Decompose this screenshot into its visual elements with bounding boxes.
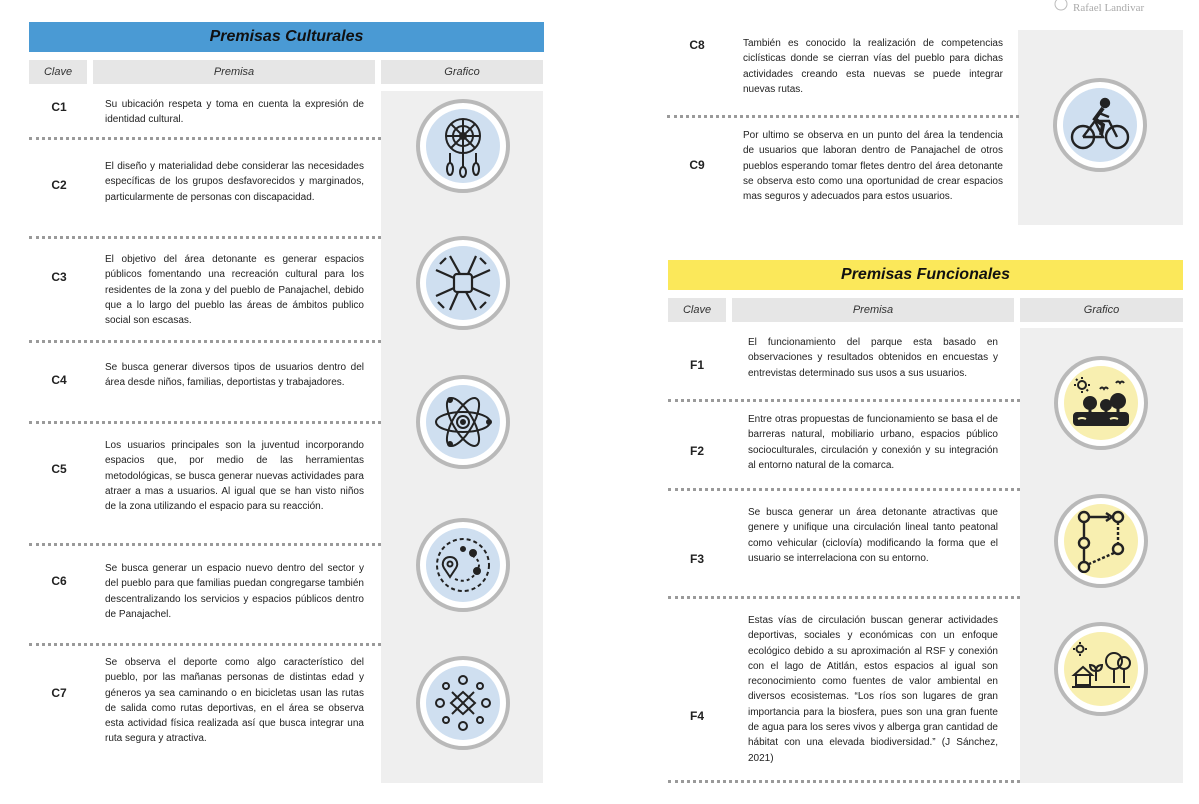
header-premisa: Premisa: [93, 60, 375, 84]
hands-unity-icon: [416, 236, 510, 330]
row-text: Se busca generar un espacio nuevo dentro del sector y del pueblo para que familias puedan congregarse también descentralizando los servicios y espacios públicos dentro de Panajachel.: [105, 563, 364, 620]
row-divider: [668, 780, 1020, 783]
row-key: C5: [51, 462, 67, 476]
header-clave: Clave: [29, 60, 87, 84]
row-key: C3: [51, 270, 67, 284]
row-key: C2: [51, 178, 67, 192]
row-text: Se busca generar diversos tipos de usuarios dentro del área desde niños, familias, deportistas y trabajadores.: [105, 362, 364, 389]
dreamcatcher-icon: [416, 99, 510, 193]
cultural-title-band: [29, 22, 544, 52]
row-text: El funcionamiento del parque esta basado en observaciones y resultados obtenidos en encuestas y entrevistas determinado sus usos a sus usuarios.: [748, 337, 998, 379]
header-premisa: Premisa: [732, 298, 1014, 322]
row-key: C9: [689, 158, 705, 172]
row-divider: [29, 643, 381, 646]
row-text: Entre otras propuestas de funcionamiento se basa el de barreras natural, mobiliario urbano, espacios público socioculturales, circulación y conexión y su integración al entorno natural de la comarca.: [748, 414, 998, 471]
row-key: C8: [689, 38, 705, 52]
row-divider: [667, 115, 1019, 118]
sports-arrows-icon: [416, 656, 510, 750]
header-clave: Clave: [668, 298, 726, 322]
row-text: Su ubicación respeta y toma en cuenta la expresión de identidad cultural.: [105, 99, 364, 126]
university-logo: [1051, 0, 1171, 17]
header-grafico: Grafico: [1020, 298, 1183, 322]
row-divider: [29, 421, 381, 424]
cultural-title: Premisas Culturales: [209, 28, 364, 45]
row-text: El objetivo del área detonante es generar espacios públicos fomentando una recreación cultural para los residentes de la zona y del pueblo de Panajachel, debido que a lo largo del pueblo las áreas de ámbitos publico social son escasas.: [105, 254, 364, 327]
circulation-path-icon: [1054, 494, 1148, 588]
row-text: Se observa el deporte como algo característico del pueblo, por las mañanas personas de distintas edad y géneros ya sea caminando o en bicicletas usan las rutas de salida como rutas deportivas, en el área se observa esta actividad física realizada así que busca integrar una ruta segura y atractiva.: [105, 657, 364, 745]
svg-text:Rafael Landivar: Rafael Landivar: [1073, 2, 1145, 14]
row-divider: [29, 236, 381, 239]
row-text: El diseño y materialidad debe considerar las necesidades específicas de los grupos desfavorecidos y marginados, particularmente de personas con discapacidad.: [105, 161, 364, 203]
row-text: Los usuarios principales son la juventud incorporando espacios que, por medio de las herramientas metodológicas, se busca generar nuevas actividades para atraer a mas a usuarios. Al igual que se han visto niños de la zona utilizando el espacio para su reacción.: [105, 440, 364, 513]
row-divider: [29, 137, 381, 140]
row-text: Estas vías de circulación buscan generar actividades deportivas, sociales y económicas con un enfoque ecológico debido a su aproximación al RSF y conexión con el lago de Atitlán, estos espacios al igual son reconocimiento como fuentes de valor ambiental en diversos ecosistemas. “Los ríos son lugares de gran importancia para la biosfera, pues son una gran fuente de agua para los seres vivos y alberga gran cantidad de hábitat con una elevada biodiversidad.” (J Sánchez, 2021): [748, 615, 998, 764]
functional-title: Premisas Funcionales: [841, 266, 1010, 283]
cyclist-icon: [1053, 78, 1147, 172]
row-divider: [29, 340, 381, 343]
row-key: C7: [51, 686, 67, 700]
atom-icon: [416, 375, 510, 469]
route-map-icon: [416, 518, 510, 612]
row-text: Se busca generar un área detonante atractivas que genere y unifique una circulación lineal tanto peatonal como vehicular (ciclovía) modificando la forma que el usuario se interrelaciona con su entorno.: [748, 507, 998, 564]
row-text: Por ultimo se observa en un punto del área la tendencia de usuarios que laboran dentro de Panajachel de otros pueblos esperando tomar fletes dentro del área detonante se observa esto como una oportunidad de crear espacios mas seguros y adecuados para estos usuarios.: [743, 130, 1003, 203]
row-divider: [668, 596, 1020, 599]
row-divider: [668, 399, 1020, 402]
row-key: F1: [689, 358, 704, 372]
row-key: F2: [689, 444, 704, 458]
functional-title-band: [668, 260, 1183, 290]
row-key: C6: [51, 574, 67, 588]
row-key: F3: [689, 552, 704, 566]
row-key: C4: [51, 373, 67, 387]
eco-house-icon: [1054, 622, 1148, 716]
row-divider: [29, 543, 381, 546]
landscape-park-icon: [1054, 356, 1148, 450]
row-key: F4: [689, 709, 704, 723]
row-key: C1: [51, 100, 67, 114]
header-grafico: Grafico: [381, 60, 543, 84]
row-text: También es conocido la realización de competencias ciclísticas donde se cierran vías del pueblo para dichas actividades creando esta nuevas se puede integrar nuevas rutas.: [743, 38, 1003, 95]
row-divider: [668, 488, 1020, 491]
